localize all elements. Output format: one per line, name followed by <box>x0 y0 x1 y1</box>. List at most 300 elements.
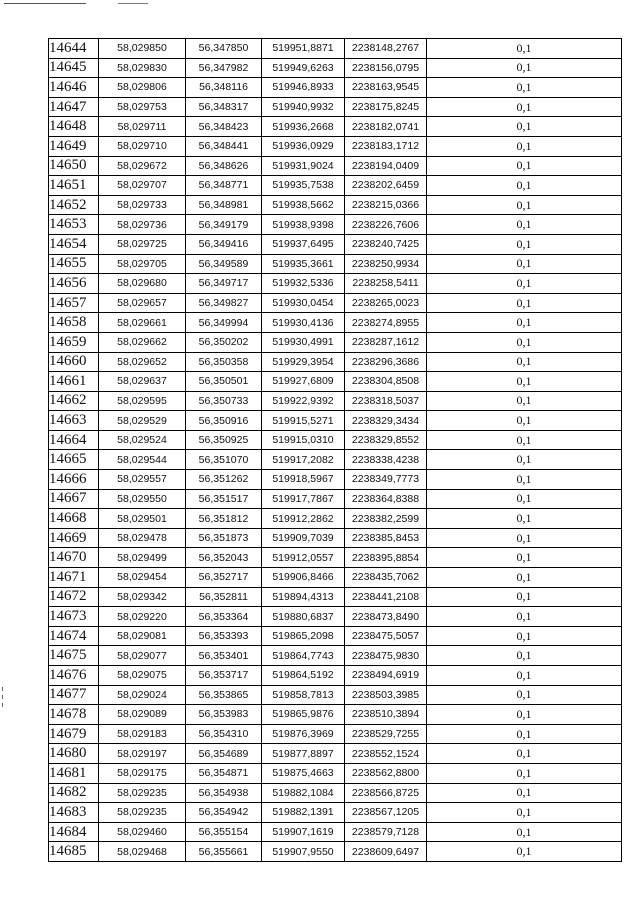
point-number-cell: 14670 <box>49 548 99 568</box>
longitude-cell: 56,354938 <box>186 783 262 803</box>
page-top-marks <box>0 0 200 10</box>
longitude-cell: 56,348441 <box>186 136 262 156</box>
point-number-cell: 14645 <box>49 58 99 78</box>
y-coordinate-cell: 2238148,2767 <box>345 39 427 59</box>
longitude-cell: 56,350916 <box>186 411 262 431</box>
accuracy-cell: 0,1 <box>427 744 622 764</box>
table-row <box>49 136 622 156</box>
point-number-cell: 14683 <box>49 803 99 823</box>
point-number-cell: 14669 <box>49 528 99 548</box>
latitude-cell: 58,029235 <box>99 803 186 823</box>
x-coordinate-cell: 519930,0454 <box>262 293 345 313</box>
point-number-cell: 14646 <box>49 78 99 98</box>
table-row <box>49 411 622 431</box>
y-coordinate-cell: 2238609,6497 <box>345 842 427 862</box>
table-row <box>49 78 622 98</box>
x-coordinate-cell: 519949,6263 <box>262 58 345 78</box>
table-row <box>49 274 622 294</box>
accuracy-cell: 0,1 <box>427 39 622 59</box>
point-number-cell: 14663 <box>49 411 99 431</box>
x-coordinate-cell: 519938,9398 <box>262 215 345 235</box>
accuracy-cell: 0,1 <box>427 136 622 156</box>
table-row <box>49 58 622 78</box>
y-coordinate-cell: 2238304,8508 <box>345 372 427 392</box>
longitude-cell: 56,350733 <box>186 391 262 411</box>
table-row <box>49 450 622 470</box>
accuracy-cell: 0,1 <box>427 234 622 254</box>
accuracy-cell: 0,1 <box>427 646 622 666</box>
point-number-cell: 14651 <box>49 176 99 196</box>
table-row <box>49 528 622 548</box>
table-row <box>49 509 622 529</box>
point-number-cell: 14658 <box>49 313 99 333</box>
accuracy-cell: 0,1 <box>427 332 622 352</box>
longitude-cell: 56,351812 <box>186 509 262 529</box>
latitude-cell: 58,029075 <box>99 666 186 686</box>
y-coordinate-cell: 2238338,4238 <box>345 450 427 470</box>
accuracy-cell: 0,1 <box>427 724 622 744</box>
accuracy-cell: 0,1 <box>427 626 622 646</box>
table-row <box>49 803 622 823</box>
x-coordinate-cell: 519875,4663 <box>262 763 345 783</box>
edge-mark <box>2 703 3 707</box>
x-coordinate-cell: 519922,9392 <box>262 391 345 411</box>
longitude-cell: 56,355154 <box>186 822 262 842</box>
point-number-cell: 14661 <box>49 372 99 392</box>
accuracy-cell: 0,1 <box>427 763 622 783</box>
x-coordinate-cell: 519915,5271 <box>262 411 345 431</box>
point-number-cell: 14650 <box>49 156 99 176</box>
latitude-cell: 58,029183 <box>99 724 186 744</box>
y-coordinate-cell: 2238274,8955 <box>345 313 427 333</box>
point-number-cell: 14676 <box>49 666 99 686</box>
latitude-cell: 58,029661 <box>99 313 186 333</box>
y-coordinate-cell: 2238503,3985 <box>345 685 427 705</box>
latitude-cell: 58,029680 <box>99 274 186 294</box>
x-coordinate-cell: 519918,5967 <box>262 470 345 490</box>
table-row <box>49 234 622 254</box>
accuracy-cell: 0,1 <box>427 97 622 117</box>
latitude-cell: 58,029672 <box>99 156 186 176</box>
table-row <box>49 430 622 450</box>
accuracy-cell: 0,1 <box>427 607 622 627</box>
longitude-cell: 56,352811 <box>186 587 262 607</box>
accuracy-cell: 0,1 <box>427 470 622 490</box>
accuracy-cell: 0,1 <box>427 352 622 372</box>
point-number-cell: 14672 <box>49 587 99 607</box>
latitude-cell: 58,029235 <box>99 783 186 803</box>
longitude-cell: 56,348423 <box>186 117 262 137</box>
y-coordinate-cell: 2238364,8388 <box>345 489 427 509</box>
latitude-cell: 58,029725 <box>99 234 186 254</box>
accuracy-cell: 0,1 <box>427 705 622 725</box>
longitude-cell: 56,353865 <box>186 685 262 705</box>
latitude-cell: 58,029175 <box>99 763 186 783</box>
latitude-cell: 58,029657 <box>99 293 186 313</box>
table-row <box>49 763 622 783</box>
point-number-cell: 14680 <box>49 744 99 764</box>
x-coordinate-cell: 519880,6837 <box>262 607 345 627</box>
accuracy-cell: 0,1 <box>427 195 622 215</box>
table-row <box>49 293 622 313</box>
point-number-cell: 14660 <box>49 352 99 372</box>
y-coordinate-cell: 2238183,1712 <box>345 136 427 156</box>
x-coordinate-cell: 519937,6495 <box>262 234 345 254</box>
point-number-cell: 14649 <box>49 136 99 156</box>
x-coordinate-cell: 519915,0310 <box>262 430 345 450</box>
latitude-cell: 58,029637 <box>99 372 186 392</box>
table-row <box>49 352 622 372</box>
longitude-cell: 56,351262 <box>186 470 262 490</box>
longitude-cell: 56,355661 <box>186 842 262 862</box>
table-row <box>49 548 622 568</box>
y-coordinate-cell: 2238226,7606 <box>345 215 427 235</box>
latitude-cell: 58,029711 <box>99 117 186 137</box>
x-coordinate-cell: 519909,7039 <box>262 528 345 548</box>
table-row <box>49 332 622 352</box>
latitude-cell: 58,029707 <box>99 176 186 196</box>
latitude-cell: 58,029460 <box>99 822 186 842</box>
y-coordinate-cell: 2238182,0741 <box>345 117 427 137</box>
accuracy-cell: 0,1 <box>427 842 622 862</box>
accuracy-cell: 0,1 <box>427 803 622 823</box>
point-number-cell: 14659 <box>49 332 99 352</box>
y-coordinate-cell: 2238215,0366 <box>345 195 427 215</box>
x-coordinate-cell: 519931,9024 <box>262 156 345 176</box>
point-number-cell: 14681 <box>49 763 99 783</box>
latitude-cell: 58,029499 <box>99 548 186 568</box>
longitude-cell: 56,352043 <box>186 548 262 568</box>
table-row <box>49 607 622 627</box>
longitude-cell: 56,350202 <box>186 332 262 352</box>
accuracy-cell: 0,1 <box>427 254 622 274</box>
x-coordinate-cell: 519865,9876 <box>262 705 345 725</box>
x-coordinate-cell: 519858,7813 <box>262 685 345 705</box>
y-coordinate-cell: 2238318,5037 <box>345 391 427 411</box>
x-coordinate-cell: 519932,5336 <box>262 274 345 294</box>
latitude-cell: 58,029830 <box>99 58 186 78</box>
accuracy-cell: 0,1 <box>427 783 622 803</box>
accuracy-cell: 0,1 <box>427 822 622 842</box>
y-coordinate-cell: 2238385,8453 <box>345 528 427 548</box>
longitude-cell: 56,349717 <box>186 274 262 294</box>
accuracy-cell: 0,1 <box>427 391 622 411</box>
longitude-cell: 56,351517 <box>186 489 262 509</box>
longitude-cell: 56,348116 <box>186 78 262 98</box>
y-coordinate-cell: 2238349,7773 <box>345 470 427 490</box>
accuracy-cell: 0,1 <box>427 685 622 705</box>
table-row <box>49 842 622 862</box>
table-row <box>49 470 622 490</box>
accuracy-cell: 0,1 <box>427 293 622 313</box>
accuracy-cell: 0,1 <box>427 568 622 588</box>
latitude-cell: 58,029557 <box>99 470 186 490</box>
table-row <box>49 626 622 646</box>
longitude-cell: 56,349589 <box>186 254 262 274</box>
longitude-cell: 56,348981 <box>186 195 262 215</box>
accuracy-cell: 0,1 <box>427 156 622 176</box>
x-coordinate-cell: 519929,3954 <box>262 352 345 372</box>
longitude-cell: 56,348771 <box>186 176 262 196</box>
latitude-cell: 58,029342 <box>99 587 186 607</box>
y-coordinate-cell: 2238441,2108 <box>345 587 427 607</box>
longitude-cell: 56,353364 <box>186 607 262 627</box>
y-coordinate-cell: 2238552,1524 <box>345 744 427 764</box>
y-coordinate-cell: 2238175,8245 <box>345 97 427 117</box>
scan-mark <box>4 3 86 4</box>
latitude-cell: 58,029220 <box>99 607 186 627</box>
table-row <box>49 705 622 725</box>
y-coordinate-cell: 2238382,2599 <box>345 509 427 529</box>
x-coordinate-cell: 519935,3661 <box>262 254 345 274</box>
latitude-cell: 58,029501 <box>99 509 186 529</box>
longitude-cell: 56,353717 <box>186 666 262 686</box>
longitude-cell: 56,348317 <box>186 97 262 117</box>
accuracy-cell: 0,1 <box>427 666 622 686</box>
latitude-cell: 58,029524 <box>99 430 186 450</box>
accuracy-cell: 0,1 <box>427 411 622 431</box>
point-number-cell: 14679 <box>49 724 99 744</box>
table-row <box>49 646 622 666</box>
coordinates-table-body <box>49 39 622 862</box>
point-number-cell: 14648 <box>49 117 99 137</box>
longitude-cell: 56,353393 <box>186 626 262 646</box>
longitude-cell: 56,349416 <box>186 234 262 254</box>
table-row <box>49 587 622 607</box>
accuracy-cell: 0,1 <box>427 587 622 607</box>
longitude-cell: 56,350501 <box>186 372 262 392</box>
point-number-cell: 14655 <box>49 254 99 274</box>
point-number-cell: 14664 <box>49 430 99 450</box>
y-coordinate-cell: 2238296,3686 <box>345 352 427 372</box>
table-row <box>49 254 622 274</box>
table-row <box>49 117 622 137</box>
accuracy-cell: 0,1 <box>427 489 622 509</box>
accuracy-cell: 0,1 <box>427 117 622 137</box>
table-row <box>49 822 622 842</box>
latitude-cell: 58,029595 <box>99 391 186 411</box>
latitude-cell: 58,029478 <box>99 528 186 548</box>
latitude-cell: 58,029024 <box>99 685 186 705</box>
latitude-cell: 58,029710 <box>99 136 186 156</box>
point-number-cell: 14653 <box>49 215 99 235</box>
accuracy-cell: 0,1 <box>427 313 622 333</box>
x-coordinate-cell: 519882,1084 <box>262 783 345 803</box>
longitude-cell: 56,349994 <box>186 313 262 333</box>
y-coordinate-cell: 2238475,5057 <box>345 626 427 646</box>
x-coordinate-cell: 519894,4313 <box>262 587 345 607</box>
table-row <box>49 372 622 392</box>
coordinates-table <box>48 38 622 862</box>
accuracy-cell: 0,1 <box>427 509 622 529</box>
point-number-cell: 14656 <box>49 274 99 294</box>
latitude-cell: 58,029529 <box>99 411 186 431</box>
latitude-cell: 58,029733 <box>99 195 186 215</box>
y-coordinate-cell: 2238475,9830 <box>345 646 427 666</box>
x-coordinate-cell: 519917,2082 <box>262 450 345 470</box>
x-coordinate-cell: 519912,0557 <box>262 548 345 568</box>
table-row <box>49 391 622 411</box>
y-coordinate-cell: 2238529,7255 <box>345 724 427 744</box>
accuracy-cell: 0,1 <box>427 528 622 548</box>
y-coordinate-cell: 2238156,0795 <box>345 58 427 78</box>
x-coordinate-cell: 519906,8466 <box>262 568 345 588</box>
x-coordinate-cell: 519876,3969 <box>262 724 345 744</box>
latitude-cell: 58,029753 <box>99 97 186 117</box>
table-row <box>49 724 622 744</box>
x-coordinate-cell: 519938,5662 <box>262 195 345 215</box>
y-coordinate-cell: 2238287,1612 <box>345 332 427 352</box>
point-number-cell: 14654 <box>49 234 99 254</box>
point-number-cell: 14665 <box>49 450 99 470</box>
point-number-cell: 14666 <box>49 470 99 490</box>
accuracy-cell: 0,1 <box>427 274 622 294</box>
table-row <box>49 744 622 764</box>
y-coordinate-cell: 2238562,8800 <box>345 763 427 783</box>
edge-mark <box>2 687 3 691</box>
longitude-cell: 56,350358 <box>186 352 262 372</box>
y-coordinate-cell: 2238250,9934 <box>345 254 427 274</box>
point-number-cell: 14682 <box>49 783 99 803</box>
y-coordinate-cell: 2238567,1205 <box>345 803 427 823</box>
y-coordinate-cell: 2238329,8552 <box>345 430 427 450</box>
table-row <box>49 666 622 686</box>
table-row <box>49 313 622 333</box>
x-coordinate-cell: 519936,2668 <box>262 117 345 137</box>
longitude-cell: 56,354871 <box>186 763 262 783</box>
table-row <box>49 489 622 509</box>
accuracy-cell: 0,1 <box>427 450 622 470</box>
longitude-cell: 56,351873 <box>186 528 262 548</box>
x-coordinate-cell: 519917,7867 <box>262 489 345 509</box>
x-coordinate-cell: 519927,6809 <box>262 372 345 392</box>
longitude-cell: 56,347982 <box>186 58 262 78</box>
latitude-cell: 58,029652 <box>99 352 186 372</box>
accuracy-cell: 0,1 <box>427 430 622 450</box>
scan-mark <box>118 3 148 4</box>
x-coordinate-cell: 519930,4136 <box>262 313 345 333</box>
y-coordinate-cell: 2238494,6919 <box>345 666 427 686</box>
latitude-cell: 58,029850 <box>99 39 186 59</box>
x-coordinate-cell: 519865,2098 <box>262 626 345 646</box>
y-coordinate-cell: 2238194,0409 <box>345 156 427 176</box>
table-row <box>49 39 622 59</box>
point-number-cell: 14685 <box>49 842 99 862</box>
point-number-cell: 14657 <box>49 293 99 313</box>
x-coordinate-cell: 519930,4991 <box>262 332 345 352</box>
y-coordinate-cell: 2238258,5411 <box>345 274 427 294</box>
y-coordinate-cell: 2238510,3894 <box>345 705 427 725</box>
point-number-cell: 14684 <box>49 822 99 842</box>
longitude-cell: 56,349827 <box>186 293 262 313</box>
point-number-cell: 14652 <box>49 195 99 215</box>
accuracy-cell: 0,1 <box>427 58 622 78</box>
point-number-cell: 14678 <box>49 705 99 725</box>
longitude-cell: 56,352717 <box>186 568 262 588</box>
longitude-cell: 56,354942 <box>186 803 262 823</box>
point-number-cell: 14675 <box>49 646 99 666</box>
x-coordinate-cell: 519877,8897 <box>262 744 345 764</box>
point-number-cell: 14673 <box>49 607 99 627</box>
longitude-cell: 56,349179 <box>186 215 262 235</box>
accuracy-cell: 0,1 <box>427 215 622 235</box>
latitude-cell: 58,029736 <box>99 215 186 235</box>
latitude-cell: 58,029544 <box>99 450 186 470</box>
table-row <box>49 195 622 215</box>
latitude-cell: 58,029077 <box>99 646 186 666</box>
point-number-cell: 14667 <box>49 489 99 509</box>
longitude-cell: 56,353401 <box>186 646 262 666</box>
y-coordinate-cell: 2238435,7062 <box>345 568 427 588</box>
accuracy-cell: 0,1 <box>427 548 622 568</box>
table-row <box>49 156 622 176</box>
point-number-cell: 14644 <box>49 39 99 59</box>
y-coordinate-cell: 2238265,0023 <box>345 293 427 313</box>
y-coordinate-cell: 2238473,8490 <box>345 607 427 627</box>
longitude-cell: 56,353983 <box>186 705 262 725</box>
x-coordinate-cell: 519940,9932 <box>262 97 345 117</box>
point-number-cell: 14671 <box>49 568 99 588</box>
table-row <box>49 215 622 235</box>
x-coordinate-cell: 519882,1391 <box>262 803 345 823</box>
x-coordinate-cell: 519951,8871 <box>262 39 345 59</box>
table-row <box>49 568 622 588</box>
point-number-cell: 14668 <box>49 509 99 529</box>
latitude-cell: 58,029081 <box>99 626 186 646</box>
y-coordinate-cell: 2238202,6459 <box>345 176 427 196</box>
x-coordinate-cell: 519935,7538 <box>262 176 345 196</box>
longitude-cell: 56,354310 <box>186 724 262 744</box>
y-coordinate-cell: 2238329,3434 <box>345 411 427 431</box>
x-coordinate-cell: 519912,2862 <box>262 509 345 529</box>
latitude-cell: 58,029705 <box>99 254 186 274</box>
latitude-cell: 58,029454 <box>99 568 186 588</box>
latitude-cell: 58,029662 <box>99 332 186 352</box>
latitude-cell: 58,029089 <box>99 705 186 725</box>
accuracy-cell: 0,1 <box>427 176 622 196</box>
longitude-cell: 56,350925 <box>186 430 262 450</box>
x-coordinate-cell: 519946,8933 <box>262 78 345 98</box>
y-coordinate-cell: 2238579,7128 <box>345 822 427 842</box>
longitude-cell: 56,354689 <box>186 744 262 764</box>
x-coordinate-cell: 519936,0929 <box>262 136 345 156</box>
x-coordinate-cell: 519907,9550 <box>262 842 345 862</box>
table-row <box>49 783 622 803</box>
accuracy-cell: 0,1 <box>427 78 622 98</box>
y-coordinate-cell: 2238395,8854 <box>345 548 427 568</box>
x-coordinate-cell: 519864,7743 <box>262 646 345 666</box>
latitude-cell: 58,029197 <box>99 744 186 764</box>
latitude-cell: 58,029550 <box>99 489 186 509</box>
table-row <box>49 685 622 705</box>
y-coordinate-cell: 2238240,7425 <box>345 234 427 254</box>
point-number-cell: 14647 <box>49 97 99 117</box>
latitude-cell: 58,029468 <box>99 842 186 862</box>
x-coordinate-cell: 519864,5192 <box>262 666 345 686</box>
longitude-cell: 56,348626 <box>186 156 262 176</box>
y-coordinate-cell: 2238566,8725 <box>345 783 427 803</box>
longitude-cell: 56,347850 <box>186 39 262 59</box>
point-number-cell: 14674 <box>49 626 99 646</box>
table-row <box>49 97 622 117</box>
table-row <box>49 176 622 196</box>
latitude-cell: 58,029806 <box>99 78 186 98</box>
y-coordinate-cell: 2238163,9545 <box>345 78 427 98</box>
longitude-cell: 56,351070 <box>186 450 262 470</box>
point-number-cell: 14662 <box>49 391 99 411</box>
edge-mark <box>2 695 3 699</box>
point-number-cell: 14677 <box>49 685 99 705</box>
